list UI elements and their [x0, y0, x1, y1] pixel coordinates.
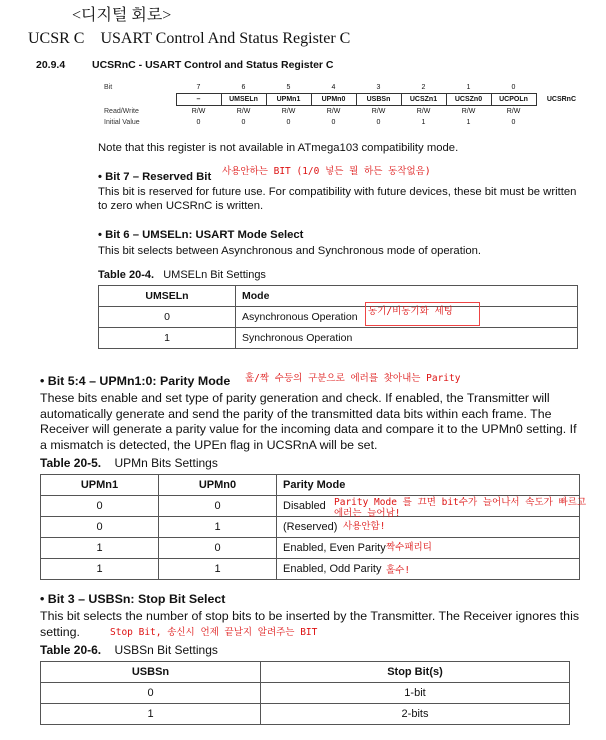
bit-number: 7: [196, 84, 201, 91]
table-20-5: [40, 474, 580, 580]
bit-number: 4: [331, 84, 336, 91]
parity-annotation: 짝수패리티: [386, 542, 432, 553]
rw-value: R/W: [326, 108, 341, 115]
bit6-body: This bit selects between Asynchronous and Synchronous mode of operation.: [98, 245, 482, 257]
register-field: UPMn1: [266, 94, 311, 106]
table-row: 0 1-bit: [41, 683, 570, 704]
bit-number: 2: [421, 84, 426, 91]
caption-number: Table 20-6.: [40, 643, 102, 657]
section-number: 20.9.4: [36, 59, 66, 71]
table-row: 0 Asynchronous Operation: [99, 307, 578, 328]
table-header: UPMn1: [41, 475, 159, 496]
initial-value: 1: [421, 119, 426, 126]
bit54-heading: • Bit 5:4 – UPMn1:0: Parity Mode: [40, 374, 231, 388]
table-20-4: [98, 285, 578, 349]
table-row: 1 1 Enabled, Odd Parity: [41, 559, 580, 580]
table-row: 0 0 Disabled: [41, 496, 580, 517]
table-header: USBSn: [41, 662, 261, 683]
bit3-heading: • Bit 3 – USBSn: Stop Bit Select: [40, 592, 226, 606]
table-header: Stop Bit(s): [261, 662, 570, 683]
initial-value: 0: [331, 119, 336, 126]
register-field: UPMn0: [311, 94, 356, 106]
table-20-6: [40, 661, 570, 725]
bit-label: Bit: [104, 84, 113, 92]
bit-number: 5: [286, 84, 291, 91]
parity-annotation: Parity Mode 를 끄면 bit수가 늘어나서 속도가 빠르고: [334, 497, 587, 508]
table-header: UPMn0: [159, 475, 277, 496]
bit54-annotation: 홀/짝 수등의 구분으로 에러를 찾아내는 Parity: [245, 373, 461, 384]
table-header: Parity Mode: [277, 475, 580, 496]
register-diagram: [104, 82, 576, 128]
bit7-heading: • Bit 7 – Reserved Bit: [98, 171, 212, 183]
rw-value: R/W: [371, 108, 386, 115]
rw-label: Read/Write: [104, 107, 139, 115]
initial-value: 0: [196, 119, 201, 126]
bit-number: 3: [376, 84, 381, 91]
parity-annotation: 사용안함!: [343, 521, 386, 532]
bit54-body: These bits enable and set type of parity generation and check. If enabled, the Transmitter will automatically generate and send the parity of the transmitted data bits within each frame. The Receiver will generate a parity value for the incoming data and compare it to the UPMn0 setting. If a mismatch is detected, the UPEn flag in UCSRnA will be set.: [40, 391, 577, 452]
table-row: 1 0 Enabled, Even Parity: [41, 538, 580, 559]
bit6-heading: • Bit 6 – UMSELn: USART Mode Select: [98, 229, 304, 241]
caption-number: Table 20-5.: [40, 456, 102, 470]
register-field: UCPOLn: [491, 94, 536, 106]
bit3-body: This bit selects the number of stop bits to be inserted by the Transmitter. The Receiver ignores this setting.: [40, 609, 580, 639]
initial-value: 1: [466, 119, 471, 126]
caption-number: Table 20-4.: [98, 269, 155, 281]
register-field: USBSn: [356, 94, 401, 106]
caption-text: USBSn Bit Settings: [114, 643, 218, 657]
table-row: 0 1 (Reserved): [41, 517, 580, 538]
table-20-5-caption: [40, 456, 218, 470]
bit-number: 1: [466, 84, 471, 91]
parity-annotation: 에러는 늘어남!: [334, 508, 401, 519]
bit7-body: This bit is reserved for future use. For compatibility with future devices, these bit must be written to zero when UCSRnC is written.: [98, 186, 577, 212]
initial-value: 0: [286, 119, 291, 126]
initial-value: 0: [376, 119, 381, 126]
initial-value-label: Initial Value: [104, 119, 140, 126]
table-row: 1 2-bits: [41, 704, 570, 725]
table-header: Mode: [236, 286, 578, 307]
table-header: UMSELn: [99, 286, 236, 307]
rw-value: R/W: [506, 108, 521, 115]
table-20-4-annotation: 동기/비동기화 세팅: [368, 306, 453, 317]
page-subtitle: UCSR C USART Control And Status Register C: [28, 30, 351, 47]
rw-value: R/W: [236, 108, 251, 115]
caption-text: UPMn Bits Settings: [114, 456, 218, 470]
rw-value: R/W: [416, 108, 431, 115]
bit7-annotation: 사용안하는 BIT (1/0 넣든 뭘 하든 동작없음): [222, 166, 431, 177]
table-20-4-caption: [98, 269, 266, 281]
compat-note: Note that this register is not available in ATmega103 compatibility mode.: [98, 142, 459, 154]
rw-value: R/W: [281, 108, 296, 115]
bit3-annotation: Stop Bit, 송신시 언제 끝날지 알려주는 BIT: [110, 627, 318, 638]
rw-value: R/W: [461, 108, 476, 115]
parity-annotation: 홀수!: [386, 565, 411, 576]
section-title: UCSRnC - USART Control and Status Register C: [92, 59, 334, 71]
initial-value: 0: [241, 119, 246, 126]
table-20-6-caption: [40, 643, 218, 657]
register-field: UMSELn: [221, 94, 266, 106]
bit-number: 6: [241, 84, 246, 91]
register-name: UCSRnC: [546, 96, 576, 103]
caption-text: UMSELn Bit Settings: [163, 269, 266, 281]
table-row: 1 Synchronous Operation: [99, 328, 578, 349]
rw-value: R/W: [191, 108, 206, 115]
bit-number: 0: [511, 84, 516, 91]
initial-value: 0: [511, 119, 516, 126]
register-field: UCSZn1: [401, 94, 446, 106]
page-title: <디지털 회로>: [72, 7, 172, 24]
register-field: UCSZn0: [446, 94, 491, 106]
register-field: –: [176, 94, 221, 106]
